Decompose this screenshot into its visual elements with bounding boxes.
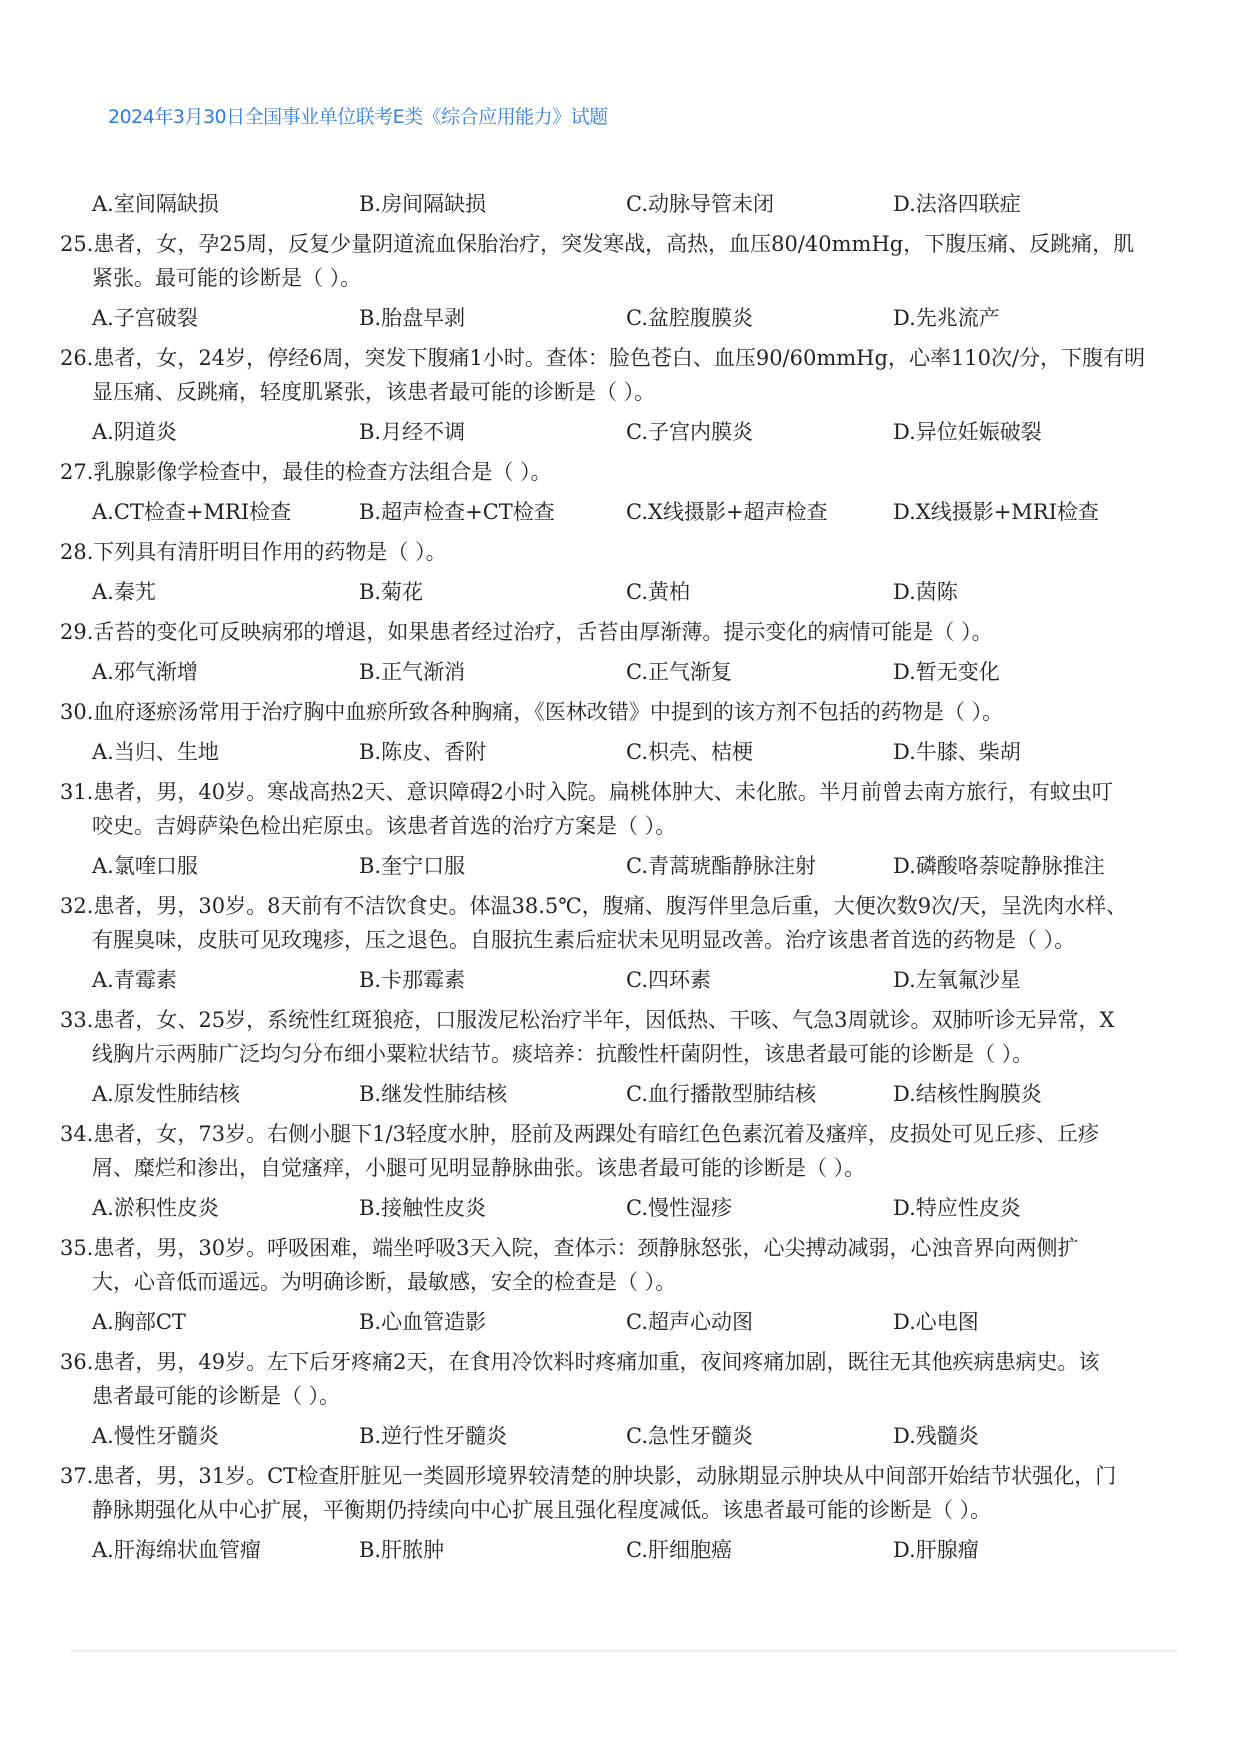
document-title: 2024年3月30日全国事业单位联考E类《综合应用能力》试题 [108,106,608,128]
question-text: 28.下列具有清肝明目作用的药物是（ ）。 [60,540,447,564]
option-c: C.慢性湿疹 [626,1196,732,1220]
question [60,227,1160,335]
question [60,775,1160,883]
option-a: A.阴道炎 [92,420,177,444]
options-row [60,735,1160,769]
option-c: C.枳壳、桔梗 [626,740,753,764]
question-text: 37.患者，男，31岁。CT检查肝脏见一类圆形境界较清楚的肿块影，动脉期显示肿块从中间部开始结节状强化，门 [60,1464,1117,1488]
question [60,695,1160,769]
question-text: 29.舌苔的变化可反映病邪的增退，如果患者经过治疗，舌苔由厚渐薄。提示变化的病情可能是（ ）。 [60,620,993,644]
option-a: A.胸部CT [92,1310,186,1334]
options-row [60,655,1160,689]
question-text: 30.血府逐瘀汤常用于治疗胸中血瘀所致各种胸痛，《医林改错》中提到的该方剂不包括的药物是（ ）。 [60,700,1004,724]
question [60,535,1160,609]
option-b: B.菊花 [359,580,424,604]
option-c: C.血行播散型肺结核 [626,1082,816,1106]
options-row [60,575,1160,609]
option-d: D.残髓炎 [893,1424,979,1448]
option-b: B.超声检查+CT检查 [359,500,555,524]
option-c: C.动脉导管未闭 [626,192,774,216]
options-row [60,1305,1160,1339]
option-a: A.室间隔缺损 [92,192,219,216]
option-c: C.肝细胞癌 [626,1538,732,1562]
option-b: B.正气渐消 [359,660,466,684]
option-b: B.奎宁口服 [359,854,466,878]
option-d: D.法洛四联症 [893,192,1021,216]
option-c: C.黄柏 [626,580,690,604]
option-b: B.接触性皮炎 [359,1196,487,1220]
options-row [60,1533,1160,1567]
question-text: 35.患者，男，30岁。呼吸困难，端坐呼吸3天入院，查体示：颈静脉怒张，心尖搏动减弱，心浊音界向两侧扩 [60,1236,1079,1260]
option-c: C.超声心动图 [626,1310,753,1334]
option-d: D.结核性胸膜炎 [893,1082,1042,1106]
option-a: A.子宫破裂 [92,306,198,330]
options-row [60,415,1160,449]
question-list [60,187,1160,1567]
options-row [60,849,1160,883]
question [60,615,1160,689]
option-b: B.胎盘早剥 [359,306,466,330]
option-c: C.盆腔腹膜炎 [626,306,753,330]
question [60,889,1160,997]
question-text: 33.患者，女、25岁，系统性红斑狼疮，口服泼尼松治疗半年，因低热、干咳、气急3周就诊。双肺听诊无异常，X [60,1008,1115,1032]
option-d: D.肝腺瘤 [893,1538,979,1562]
option-b: B.心血管造影 [359,1310,487,1334]
question [60,1117,1160,1225]
question-text: 患者最可能的诊断是（ ）。 [92,1384,341,1408]
question-text: 静脉期强化从中心扩展，平衡期仍持续向中心扩展且强化程度减低。该患者最可能的诊断是（ ）。 [92,1498,992,1522]
question-text: 有腥臭味，皮肤可见玫瑰疹，压之退色。自服抗生素后症状未见明显改善。治疗该患者首选的药物是（ ）。 [92,928,1076,952]
option-d: D.牛膝、柴胡 [893,740,1021,764]
option-d: D.茵陈 [893,580,958,604]
option-c: C.急性牙髓炎 [626,1424,753,1448]
option-d: D.左氧氟沙星 [893,968,1021,992]
question [60,1345,1160,1453]
question-text: 紧张。最可能的诊断是（ ）。 [92,266,362,290]
question [60,1003,1160,1111]
option-a: A.淤积性皮炎 [92,1196,219,1220]
option-b: B.肝脓肿 [359,1538,445,1562]
option-d: D.先兆流产 [893,306,1000,330]
option-a: A.原发性肺结核 [92,1082,240,1106]
options-row [60,963,1160,997]
question-text: 27.乳腺影像学检查中，最佳的检查方法组合是（ ）。 [60,460,552,484]
question-text: 31.患者，男，40岁。寒战高热2天、意识障碍2小时入院。扁桃体肿大、未化脓。半月前曾去南方旅行，有蚊虫叮 [60,780,1113,804]
option-d: D.暂无变化 [893,660,1000,684]
question-text: 34.患者，女，73岁。右侧小腿下1/3轻度水肿，胫前及两踝处有暗红色色素沉着及瘙痒，皮损处可见丘疹、丘疹 [60,1122,1099,1146]
option-a: A.青霉素 [92,968,177,992]
option-d: D.心电图 [893,1310,979,1334]
options-row [60,187,1160,221]
option-c: C.四环素 [626,968,711,992]
option-b: B.继发性肺结核 [359,1082,508,1106]
options-row [60,1077,1160,1111]
option-c: C.正气渐复 [626,660,732,684]
option-a: A.肝海绵状血管瘤 [92,1538,261,1562]
option-a: A.当归、生地 [92,740,219,764]
option-c: C.子宫内膜炎 [626,420,753,444]
option-a: A.CT检查+MRI检查 [92,500,292,524]
options-row [60,301,1160,335]
question-text: 36.患者，男，49岁。左下后牙疼痛2天，在食用冷饮料时疼痛加重，夜间疼痛加剧，既往无其他疾病患病史。该 [60,1350,1100,1374]
option-d: D.X线摄影+MRI检查 [893,500,1099,524]
options-row [60,495,1160,529]
question-text: 显压痛、反跳痛，轻度肌紧张，该患者最可能的诊断是（ ）。 [92,380,656,404]
question-text: 线胸片示两肺广泛均匀分布细小粟粒状结节。痰培养：抗酸性杆菌阴性，该患者最可能的诊断是（ ）。 [92,1042,1034,1066]
footer-divider [70,1650,1178,1652]
question-text: 25.患者，女，孕25周，反复少量阴道流血保胎治疗，突发寒战，高热，血压80/40mmHg，下腹压痛、反跳痛，肌 [60,232,1135,256]
option-d: D.磷酸咯萘啶静脉推注 [893,854,1105,878]
question-text: 26.患者，女，24岁，停经6周，突发下腹痛1小时。查体：脸色苍白、血压90/60mmHg，心率110次/分，下腹有明 [60,346,1146,370]
question-text: 32.患者，男，30岁。8天前有不洁饮食史。体温38.5℃，腹痛、腹泻伴里急后重，大便次数9次/天，呈洗肉水样、 [60,894,1128,918]
option-a: A.慢性牙髓炎 [92,1424,219,1448]
option-b: B.卡那霉素 [359,968,466,992]
option-d: D.特应性皮炎 [893,1196,1021,1220]
option-b: B.陈皮、香附 [359,740,487,764]
question [60,1231,1160,1339]
option-a: A.邪气渐增 [92,660,198,684]
option-a: A.氯喹口服 [92,854,198,878]
option-b: B.月经不调 [359,420,466,444]
question-text: 大，心音低而遥远。为明确诊断，最敏感，安全的检查是（ ）。 [92,1270,677,1294]
option-b: B.房间隔缺损 [359,192,487,216]
option-d: D.异位妊娠破裂 [893,420,1042,444]
options-row [60,1419,1160,1453]
question [60,455,1160,529]
question [60,1459,1160,1567]
option-c: C.青蒿琥酯静脉注射 [626,854,816,878]
option-a: A.秦艽 [92,580,156,604]
option-c: C.X线摄影+超声检查 [626,500,828,524]
option-b: B.逆行性牙髓炎 [359,1424,508,1448]
options-row [60,1191,1160,1225]
question-text: 屑、糜烂和渗出，自觉瘙痒，小腿可见明显静脉曲张。该患者最可能的诊断是（ ）。 [92,1156,866,1180]
question-text: 咬史。吉姆萨染色检出疟原虫。该患者首选的治疗方案是（ ）。 [92,814,677,838]
question [60,341,1160,449]
